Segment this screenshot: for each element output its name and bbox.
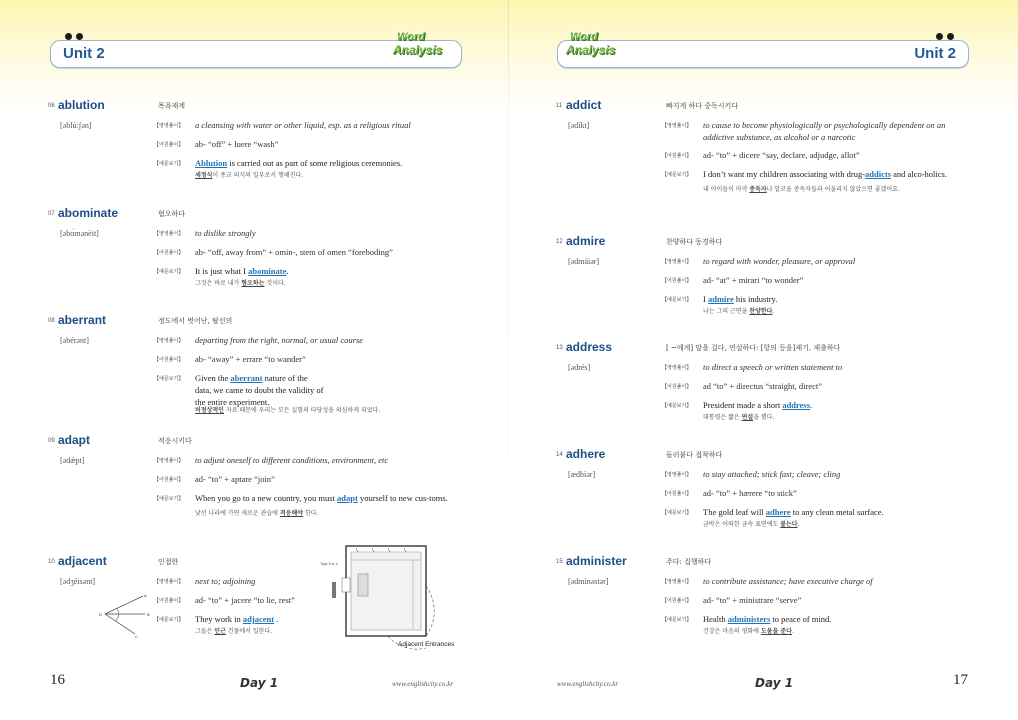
korean-example: 대통령은 짧은 연설을 했다. [703, 414, 775, 421]
etymology-tag: 【어원풀이】 [662, 598, 692, 604]
korean-example: 비정상적인 자료 때문에 우리는 모든 실험의 타당성을 의심하게 되었다. [195, 407, 381, 414]
example-sentence: When you go to a new country, you must adapt yourself to new cus-toms. [195, 493, 448, 503]
entry-admire [556, 234, 996, 317]
korean-example: 그들은 인근 건물에서 일한다. [195, 628, 273, 635]
entry-adhere [556, 447, 996, 530]
definition: to direct a speech or written statement to [703, 362, 843, 372]
example-sentence: The gold leaf will adhere to any clean metal surface. [703, 507, 884, 517]
example-tag: 【예문보기】 [154, 496, 184, 502]
entry-number: 14 [556, 452, 563, 458]
entry-ablution [48, 98, 488, 181]
definition: to contribute assistance; have executive charge of [703, 576, 873, 586]
website-url: www.englishcity.co.kr [557, 680, 619, 688]
definition: to adjust oneself to different conditions, environment, etc [195, 455, 389, 465]
example-highlight: aberrant [230, 373, 263, 383]
example-tag: 【예문보기】 [662, 510, 692, 516]
entry-address [556, 340, 996, 423]
svg-text:C: C [135, 634, 138, 638]
example-highlight: addicts [865, 169, 892, 179]
korean-meaning: 인접한 [158, 558, 179, 566]
pronunciation: [ədrés] [568, 363, 591, 372]
unit-banner [50, 31, 462, 68]
entry-number: 12 [556, 239, 563, 245]
etymology-tag: 【어원풀이】 [662, 491, 692, 497]
etymology-tag: 【어원풀이】 [154, 250, 184, 256]
etymology: ad- “to” + jacere “to lie, rest” [195, 595, 295, 605]
definition-tag: 【영영풀이】 [154, 458, 184, 464]
page-number: 17 [953, 672, 968, 688]
etymology-tag: 【어원풀이】 [154, 357, 184, 363]
example-highlight: adhere [765, 507, 791, 517]
logo-word: Word [397, 31, 425, 43]
entry-number: 09 [48, 438, 55, 444]
pronunciation: [ædhíər] [568, 470, 596, 479]
word-analysis-logo [393, 31, 455, 65]
entry-number: 11 [556, 103, 563, 109]
korean-meaning: 목욕재계 [158, 102, 186, 110]
example-highlight: address [782, 400, 811, 410]
banner-dots [936, 33, 954, 41]
pronunciation: [ədíkt] [568, 121, 590, 130]
headword: address [566, 340, 613, 354]
definition-tag: 【영영풀이】 [154, 338, 184, 344]
pronunciation: [əbɑ́mənèit] [60, 229, 99, 238]
definition: a cleansing with water or other liquid, esp. as a religious ritual [195, 120, 411, 130]
etymology-tag: 【어원풀이】 [154, 598, 184, 604]
logo-analysis: Analysis [393, 43, 443, 57]
korean-example: 낯선 나라에 가면 새로운 관습에 적응해야 한다. [195, 510, 319, 517]
day-label: Day 1 [755, 676, 794, 690]
korean-example: 내 아이들이 마약 중독자나 알코올 중독자들과 어울리지 않았으면 좋겠어요. [703, 186, 900, 193]
entry-adapt [48, 433, 488, 519]
example-sentence: I admire his industry. [703, 294, 778, 304]
pronunciation: [ədʒéisənt] [60, 577, 96, 586]
figure-caption: Adjacent Entrances [398, 641, 455, 648]
adjacent-angle-figure [95, 588, 157, 638]
example-tag: 【예문보기】 [154, 269, 184, 275]
etymology-tag: 【어원풀이】 [154, 477, 184, 483]
unit-banner [557, 31, 969, 68]
example-highlight: administers [727, 614, 771, 624]
right-page [509, 0, 1018, 720]
definition-tag: 【영영풀이】 [662, 259, 692, 265]
figure-type-label: Type 3 or 4 [320, 562, 338, 566]
korean-example: 금박은 어떠한 금속 표면에도 붙는다. [703, 521, 800, 528]
banner-dots [65, 33, 83, 41]
example-tag: 【예문보기】 [154, 617, 184, 623]
svg-text:B: B [147, 612, 150, 617]
korean-meaning: 혐오하다 [158, 210, 186, 218]
example-highlight: abominate [248, 266, 287, 276]
website-url: www.englishcity.co.kr [392, 680, 454, 688]
logo-word: Word [570, 31, 598, 43]
korean-meaning: 정도에서 벗어난, 탈선의 [158, 317, 233, 325]
korean-example: 그것은 바로 내가 혐오하는 것이다. [195, 280, 286, 287]
pronunciation: [ədǽpt] [60, 456, 85, 465]
entry-number: 08 [48, 318, 55, 324]
example-highlight: adapt [337, 493, 358, 503]
headword: adjacent [58, 554, 107, 568]
etymology-tag: 【어원풀이】 [662, 384, 692, 390]
example-sentence: Health administers to peace of mind. [703, 614, 832, 624]
example-tag: 【예문보기】 [662, 617, 692, 623]
headword: administer [566, 554, 627, 568]
etymology: ad- “at” + mirari “to wonder” [703, 275, 804, 285]
headword: abominate [58, 206, 119, 220]
korean-meaning: [ ~에게] 말을 걸다, 연설하다: [항의 등을]제기, 제출하다 [666, 344, 841, 352]
example-highlight: admire [707, 294, 734, 304]
pronunciation: [əblúːʃən] [60, 121, 92, 130]
definition: departing from the right, normal, or usual course [195, 335, 364, 345]
example-sentence: They work in adjacent . [195, 614, 279, 624]
example-tag: 【예문보기】 [662, 172, 692, 178]
etymology-tag: 【어원풀이】 [154, 142, 184, 148]
headword: adapt [58, 433, 91, 447]
korean-meaning: 주다: 집행하다 [666, 558, 712, 566]
etymology: ad- “to” + dicere “say, declare, adjudge, allot” [703, 150, 860, 160]
entry-administer [556, 554, 996, 637]
definition-tag: 【영영풀이】 [662, 579, 692, 585]
pronunciation: [ədmínəstər] [568, 577, 609, 586]
page-number: 16 [50, 672, 65, 688]
korean-meaning: 빠지게 하다 중독시키다 [666, 102, 739, 110]
etymology: ab- “off, away from” + omin-, stem of omen “foreboding” [195, 247, 393, 257]
pronunciation: [ədmáiər] [568, 257, 600, 266]
definition-tag: 【영영풀이】 [662, 365, 692, 371]
korean-example: 건강은 마음의 평화에 도움을 준다. [703, 628, 794, 635]
etymology-tag: 【어원풀이】 [662, 278, 692, 284]
etymology: ad- “to” + aptare “join” [195, 474, 275, 484]
entry-aberrant [48, 313, 488, 416]
unit-title: Unit 2 [914, 45, 956, 62]
example-tag: 【예문보기】 [662, 403, 692, 409]
headword: aberrant [58, 313, 107, 327]
example-sentence: President made a short address. [703, 400, 813, 410]
korean-meaning: 들러붙다 접착하다 [666, 451, 723, 459]
korean-example: 세정식이 종교 의식의 일부로서 행해진다. [195, 172, 304, 179]
definition: to dislike strongly [195, 228, 256, 238]
headword: addict [566, 98, 602, 112]
entry-number: 13 [556, 345, 563, 351]
unit-title: Unit 2 [63, 45, 105, 62]
logo-analysis: Analysis [566, 43, 616, 57]
etymology: ad- “to” + hærere “to stick” [703, 488, 797, 498]
pronunciation: [əbérənt] [60, 336, 89, 345]
example-sentence: It is just what I abominate. [195, 266, 289, 276]
definition-tag: 【영영풀이】 [154, 123, 184, 129]
korean-meaning: 적응시키다 [158, 437, 192, 445]
entry-adjacent [48, 554, 318, 637]
example-tag: 【예문보기】 [154, 161, 184, 167]
definition-tag: 【영영풀이】 [154, 231, 184, 237]
etymology: ad- “to” + ministrare “serve” [703, 595, 802, 605]
definition: to stay attached; stick fast; cleave; cling [703, 469, 841, 479]
entry-addict [556, 98, 971, 195]
example-tag: 【예문보기】 [662, 297, 692, 303]
entry-abominate [48, 206, 488, 289]
day-label: Day 1 [240, 676, 279, 690]
etymology: ab- “away” + errare “to wander” [195, 354, 306, 364]
svg-text:A: A [144, 593, 147, 598]
korean-meaning: 찬양하다 동경하다 [666, 238, 723, 246]
entry-number: 15 [556, 559, 563, 565]
definition: next to; adjoining [195, 576, 256, 586]
etymology: ab- “off” + luere “wash” [195, 139, 279, 149]
entry-number: 06 [48, 103, 55, 109]
example-sentence: Ablution is carried out as part of some religious ceremonies. [195, 158, 403, 168]
definition-tag: 【영영풀이】 [154, 579, 184, 585]
example-sentence: Given the aberrant nature of the data, we came to doubt the validity of the entire experiment. [195, 373, 324, 407]
example-highlight: adjacent [242, 614, 275, 624]
word-analysis-logo [566, 31, 628, 65]
definition-tag: 【영영풀이】 [662, 472, 692, 478]
definition: to cause to become physiologically or psychologically dependent on an addictive substance, as alcohol or a narcotic [703, 120, 946, 142]
definition-tag: 【영영풀이】 [662, 123, 692, 129]
definition: to regard with wonder, pleasure, or approval [703, 256, 856, 266]
headword: admire [566, 234, 606, 248]
example-highlight: Ablution [195, 158, 228, 168]
entry-number: 10 [48, 559, 55, 565]
etymology: ad “to” + directus “straight, direct” [703, 381, 823, 391]
headword: ablution [58, 98, 105, 112]
korean-example: 나는 그의 근면을 찬양한다. [703, 308, 775, 315]
example-tag: 【예문보기】 [154, 376, 184, 382]
example-sentence: I don’t want my children associating with drug-addicts and alco-holics. [703, 169, 947, 179]
adjacent-entrances-figure [318, 544, 468, 652]
entry-number: 07 [48, 211, 55, 217]
svg-text:D: D [99, 612, 102, 617]
headword: adhere [566, 447, 606, 461]
etymology-tag: 【어원풀이】 [662, 153, 692, 159]
